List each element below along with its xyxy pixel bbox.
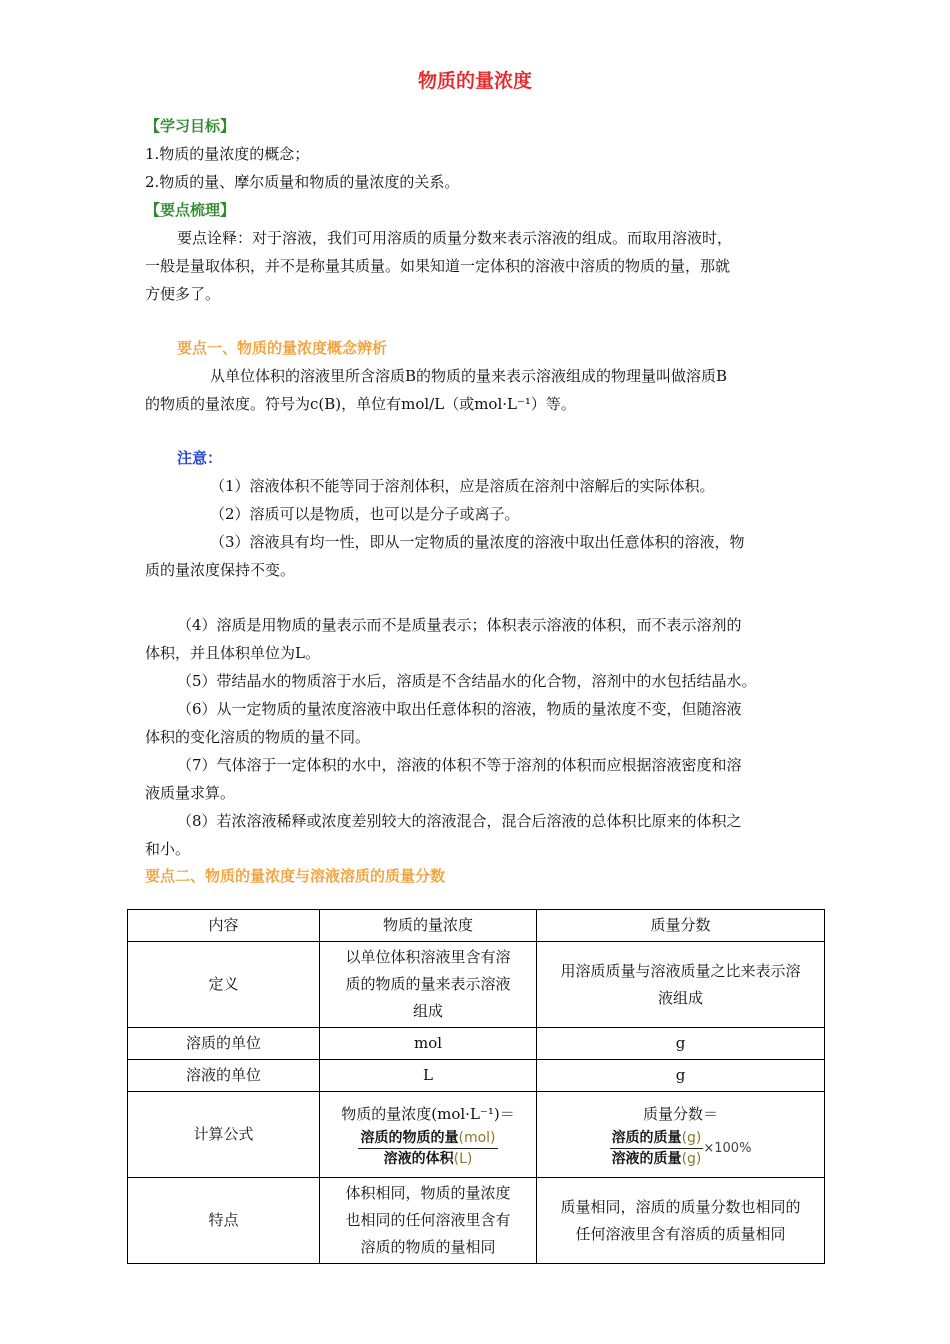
note-item: （5）带结晶水的物质溶于水后，溶质是不含结晶水的化合物，溶剂中的水包括结晶水。 xyxy=(177,672,757,690)
fraction-denominator xyxy=(610,1149,704,1169)
denominator-text: 溶液的体积 xyxy=(383,1150,454,1167)
note-item: 质的量浓度保持不变。 xyxy=(145,561,296,579)
cell-line: 用溶质质量与溶液质量之比来表示溶 xyxy=(560,961,801,980)
table-cell: mol xyxy=(320,1028,537,1060)
table-cell xyxy=(320,1092,537,1178)
fraction-denominator xyxy=(358,1149,497,1169)
point2-header: 要点二、物质的量浓度与溶液溶质的质量分数 xyxy=(145,867,446,885)
note-item: 体积的变化溶质的物质的量不同。 xyxy=(145,728,371,746)
table-row-label: 特点 xyxy=(128,1178,320,1264)
cell-line: 任何溶液里含有溶质的质量相同 xyxy=(575,1224,786,1243)
molarity-fraction xyxy=(358,1128,497,1169)
table-cell: g xyxy=(537,1060,825,1092)
table-cell xyxy=(320,942,537,1028)
table-header-row xyxy=(128,910,825,942)
percent-suffix: ×100% xyxy=(703,1140,752,1156)
denominator-unit: (g) xyxy=(681,1150,702,1167)
point1-header: 要点一、物质的量浓度概念辨析 xyxy=(177,339,388,357)
table-row-label: 溶液的单位 xyxy=(128,1060,320,1092)
cell-line: 体积相同，物质的量浓度 xyxy=(345,1184,511,1202)
table-cell xyxy=(537,942,825,1028)
table-header-cell: 内容 xyxy=(128,910,320,942)
point1-line: 的物质的量浓度。符号为c(B)，单位有mol/L（或mol·L⁻¹）等。 xyxy=(145,395,576,413)
table-cell xyxy=(537,1178,825,1264)
table-cell xyxy=(320,1178,537,1264)
table-header-cell: 物质的量浓度 xyxy=(320,910,537,942)
numerator-unit: (mol) xyxy=(458,1129,496,1146)
cell-line: 质的物质的量来表示溶液 xyxy=(345,975,511,993)
intro-line: 要点诠释：对于溶液，我们可用溶质的质量分数来表示溶液的组成。而取用溶液时， xyxy=(177,229,733,247)
comparison-table xyxy=(127,909,825,1264)
note-item: （6）从一定物质的量浓度溶液中取出任意体积的溶液，物质的量浓度不变，但随溶液 xyxy=(177,700,742,718)
numerator-text: 溶质的物质的量 xyxy=(360,1129,459,1146)
table-row xyxy=(128,942,825,1028)
goal-item: 2.物质的量、摩尔质量和物质的量浓度的关系。 xyxy=(145,173,460,191)
formula-text: 质量分数＝ xyxy=(642,1104,718,1123)
table-row-label: 计算公式 xyxy=(128,1092,320,1178)
table-header-cell: 质量分数 xyxy=(537,910,825,942)
points-header: 【要点梳理】 xyxy=(145,201,236,219)
note-item: （7）气体溶于一定体积的水中，溶液的体积不等于溶剂的体积而应根据溶液密度和溶 xyxy=(177,756,742,774)
note-header: 注意： xyxy=(177,449,223,467)
denominator-unit: (L) xyxy=(453,1150,473,1167)
page-title: 物质的量浓度 xyxy=(417,70,532,92)
cell-line: 溶质的物质的量相同 xyxy=(360,1238,496,1256)
table-row xyxy=(128,1028,825,1060)
numerator-unit: (g) xyxy=(681,1129,702,1146)
cell-line: 液组成 xyxy=(657,988,703,1007)
table-row-label: 溶质的单位 xyxy=(128,1028,320,1060)
table-row-label: 定义 xyxy=(128,942,320,1028)
cell-line: 也相同的任何溶液里含有 xyxy=(345,1211,511,1229)
table-row xyxy=(128,1178,825,1264)
cell-line: 以单位体积溶液里含有溶 xyxy=(345,948,511,966)
note-item: （8）若浓溶液稀释或浓度差别较大的溶液混合，混合后溶液的总体积比原来的体积之 xyxy=(177,812,742,830)
formula-text: 物质的量浓度(mol·L⁻¹)＝ xyxy=(341,1104,515,1123)
note-item: （2）溶质可以是物质，也可以是分子或离子。 xyxy=(210,505,520,523)
note-item: （3）溶液具有均一性，即从一定物质的量浓度的溶液中取出任意体积的溶液，物 xyxy=(210,533,745,551)
note-item: 液质量求算。 xyxy=(145,784,236,802)
table-cell xyxy=(537,1092,825,1178)
cell-line: 质量相同，溶质的质量分数也相同的 xyxy=(560,1197,801,1216)
fraction-numerator xyxy=(358,1128,497,1149)
intro-line: 一般是量取体积，并不是称量其质量。如果知道一定体积的溶液中溶质的物质的量，那就 xyxy=(145,257,731,275)
numerator-text: 溶质的质量 xyxy=(611,1129,682,1146)
note-item: 和小。 xyxy=(145,840,191,858)
goal-item: 1.物质的量浓度的概念； xyxy=(145,145,310,163)
table-row xyxy=(128,1092,825,1178)
table-row xyxy=(128,1060,825,1092)
table-cell: L xyxy=(320,1060,537,1092)
intro-line: 方便多了。 xyxy=(145,285,221,303)
denominator-text: 溶液的质量 xyxy=(611,1150,682,1167)
table-cell: g xyxy=(537,1028,825,1060)
note-item: 体积，并且体积单位为L。 xyxy=(145,644,320,662)
note-item: （1）溶液体积不能等同于溶剂体积，应是溶质在溶剂中溶解后的实际体积。 xyxy=(210,477,715,495)
fraction-numerator xyxy=(610,1128,704,1149)
cell-line: 组成 xyxy=(412,1002,443,1020)
goals-header: 【学习目标】 xyxy=(145,117,236,135)
point1-line: 从单位体积的溶液里所含溶质B的物质的量来表示溶液组成的物理量叫做溶质B xyxy=(210,367,728,385)
mass-fraction-fraction xyxy=(610,1128,704,1169)
note-item: （4）溶质是用物质的量表示而不是质量表示；体积表示溶液的体积，而不表示溶剂的 xyxy=(177,616,742,634)
